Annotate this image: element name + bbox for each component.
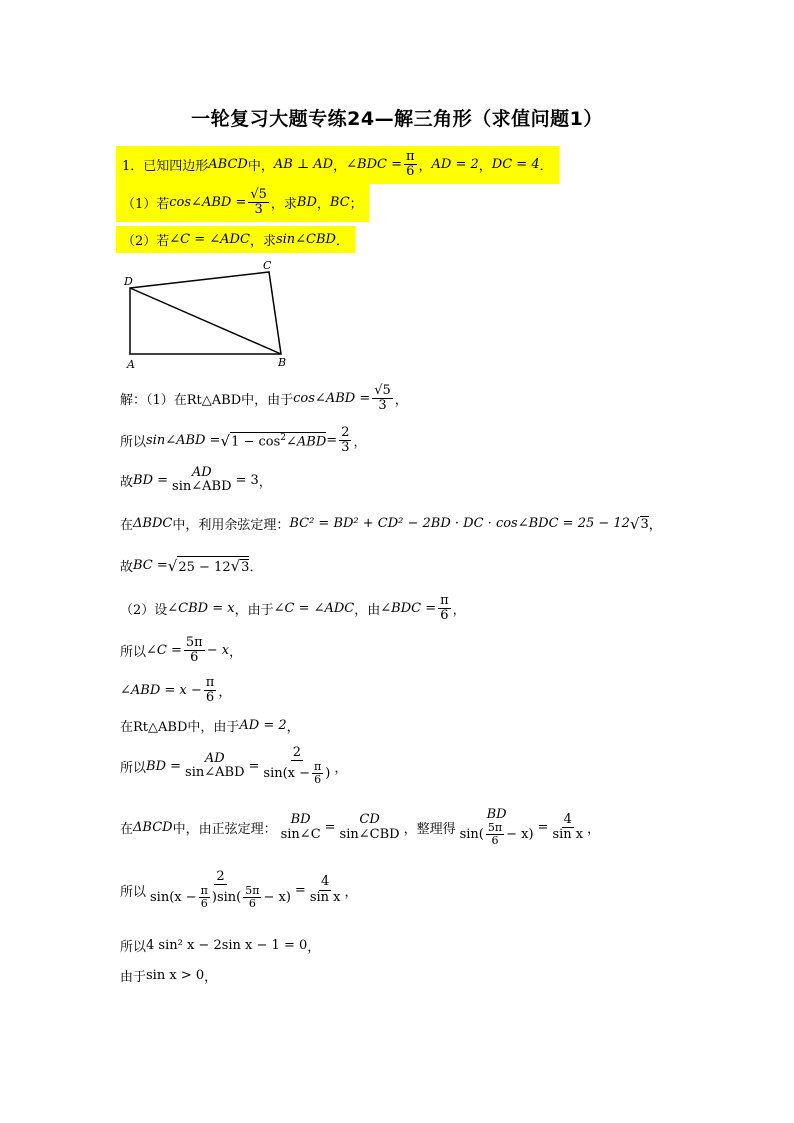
problem-part-1: （1）若 cos∠ABD = $\frac{√5}{3}$ ，求 BD ， BC ； bbox=[116, 184, 369, 222]
fraction: $\frac{2}{3}$ bbox=[341, 425, 350, 456]
solution-line-5: 故 BC = √ 25 − 12√3 ． bbox=[120, 556, 263, 575]
diagonal-bd bbox=[130, 288, 281, 354]
fraction: BD sin∠C bbox=[280, 812, 321, 842]
fraction: 2 sin(x − $\frac{\pi}{6}$ )sin( $\frac{5\pi}{6}$ − x) bbox=[150, 869, 291, 911]
radical-sign: √ bbox=[167, 556, 178, 575]
fraction: $\frac{√5}{3}$ bbox=[374, 383, 391, 414]
fraction: $\frac{\pi}{6}$ bbox=[440, 593, 449, 624]
fraction: CD sin∠CBD bbox=[339, 812, 400, 842]
problem-statement: 1．已知四边形 ABCD 中， AB ⊥ AD ， ∠BDC = $\frac{\pi}{6}$ ， AD = 2 ， DC = 4 ． bbox=[116, 146, 559, 184]
problem-part-2: （2）若 ∠C = ∠ADC ，求 sin∠CBD ． bbox=[116, 226, 355, 253]
solution-line-11: 在 ΔBCD 中，由正弦定理： BD sin∠C = CD sin∠CBD ，整理得 BD sin( $\frac{5\pi}{6}$ − x) = $\frac{4}{\text{sin x}}$ ， bbox=[120, 807, 601, 848]
fraction: 2 sin(x − $\frac{\pi}{6}$ ) bbox=[263, 745, 331, 787]
fraction: AD sin∠ABD bbox=[185, 750, 245, 781]
solution-line-8: ∠ABD = x − $\frac{\pi}{6}$ ， bbox=[120, 675, 232, 706]
radical-sign: √ bbox=[629, 514, 640, 533]
fraction: $\frac{\pi}{6}$ bbox=[314, 760, 322, 787]
vertex-label-d: D bbox=[124, 275, 133, 288]
solution-line-14: 由于 sin x > 0 ， bbox=[120, 968, 218, 985]
solution-line-12: 所以 2 sin(x − $\frac{\pi}{6}$ )sin( $\frac{5\pi}{6}$ − x) = $\frac{4}{\text{sin x}}$ ， bbox=[120, 869, 358, 911]
fraction: $\frac{\pi}{6}$ bbox=[405, 149, 415, 180]
fraction: $\frac{√5}{3}$ bbox=[250, 187, 267, 218]
quadrilateral-outline bbox=[130, 272, 281, 354]
radicand: $1 - \cos^2\angle ABD$ bbox=[231, 433, 327, 450]
vertex-label-c: C bbox=[263, 259, 272, 272]
solution-line-7: 所以 ∠C = $\frac{5\pi}{6}$ − x ， bbox=[120, 635, 243, 666]
solution-line-9: 在Rt△ABD中，由于 AD = 2 ， bbox=[120, 718, 300, 735]
denominator: sin(x − $\frac{\pi}{6}$ )sin( $\frac{5\pi}{6}$ − x) bbox=[150, 884, 291, 911]
solution-line-10: 所以 BD = AD sin∠ABD = 2 sin(x − $\frac{\pi}{6}$ ) ， bbox=[120, 745, 348, 787]
fraction: $\frac{\pi}{6}$ bbox=[205, 675, 215, 706]
denominator: sin( $\frac{5\pi}{6}$ − x) bbox=[459, 821, 534, 848]
radical-sign: √ bbox=[230, 557, 241, 575]
solution-line-13: 所以 4 sin² x − 2sin x − 1 = 0 ， bbox=[120, 938, 321, 955]
solution-line-3: 故 BD = AD sin∠ABD = 3 ， bbox=[120, 465, 272, 495]
denominator: sin(x − $\frac{\pi}{6}$ ) bbox=[263, 760, 331, 787]
page-title: 一轮复习大题专练24—解三角形（求值问题1） bbox=[191, 108, 603, 130]
radicand: 3 bbox=[241, 560, 250, 575]
solution-line-6: （2）设 ∠CBD = x ，由于 ∠C = ∠ADC ，由 ∠BDC = $\frac{\pi}{6}$ ， bbox=[120, 593, 466, 624]
solution-line-1: 解：（1）在Rt△ABD中，由于 cos∠ABD = $\frac{√5}{3}$ ， bbox=[120, 383, 408, 414]
fraction: $\frac{5\pi}{6}$ bbox=[245, 884, 260, 911]
fraction: $\frac{5\pi}{6}$ bbox=[487, 821, 503, 848]
vertex-label-a: A bbox=[127, 358, 135, 371]
fraction: $\frac{5\pi}{6}$ bbox=[185, 635, 203, 666]
fraction: $\frac{4}{\text{sin x}}$ bbox=[309, 874, 341, 905]
quadrilateral-diagram bbox=[118, 258, 298, 373]
fraction: $\frac{4}{\text{sin x}}$ bbox=[552, 811, 584, 843]
radicand: 3 bbox=[640, 516, 649, 532]
fraction: $\frac{\pi}{6}$ bbox=[200, 884, 208, 911]
vertex-label-b: B bbox=[278, 356, 287, 369]
radical-sign: √ bbox=[220, 431, 231, 450]
solution-line-2: 所以 sin∠ABD = √ $1 - \cos^2\angle ABD$ = $\frac{2}{3}$ ， bbox=[120, 425, 367, 456]
radicand: 25 − 12√3 bbox=[178, 557, 250, 575]
solution-line-4: 在 ΔBDC 中，利用余弦定理： BC² = BD² + CD² − 2BD · DC · cos∠BDC = 25 − 12 √ 3 ， bbox=[120, 514, 662, 533]
fraction: AD sin∠ABD bbox=[172, 465, 232, 495]
fraction: BD sin( $\frac{5\pi}{6}$ − x) bbox=[459, 807, 534, 848]
